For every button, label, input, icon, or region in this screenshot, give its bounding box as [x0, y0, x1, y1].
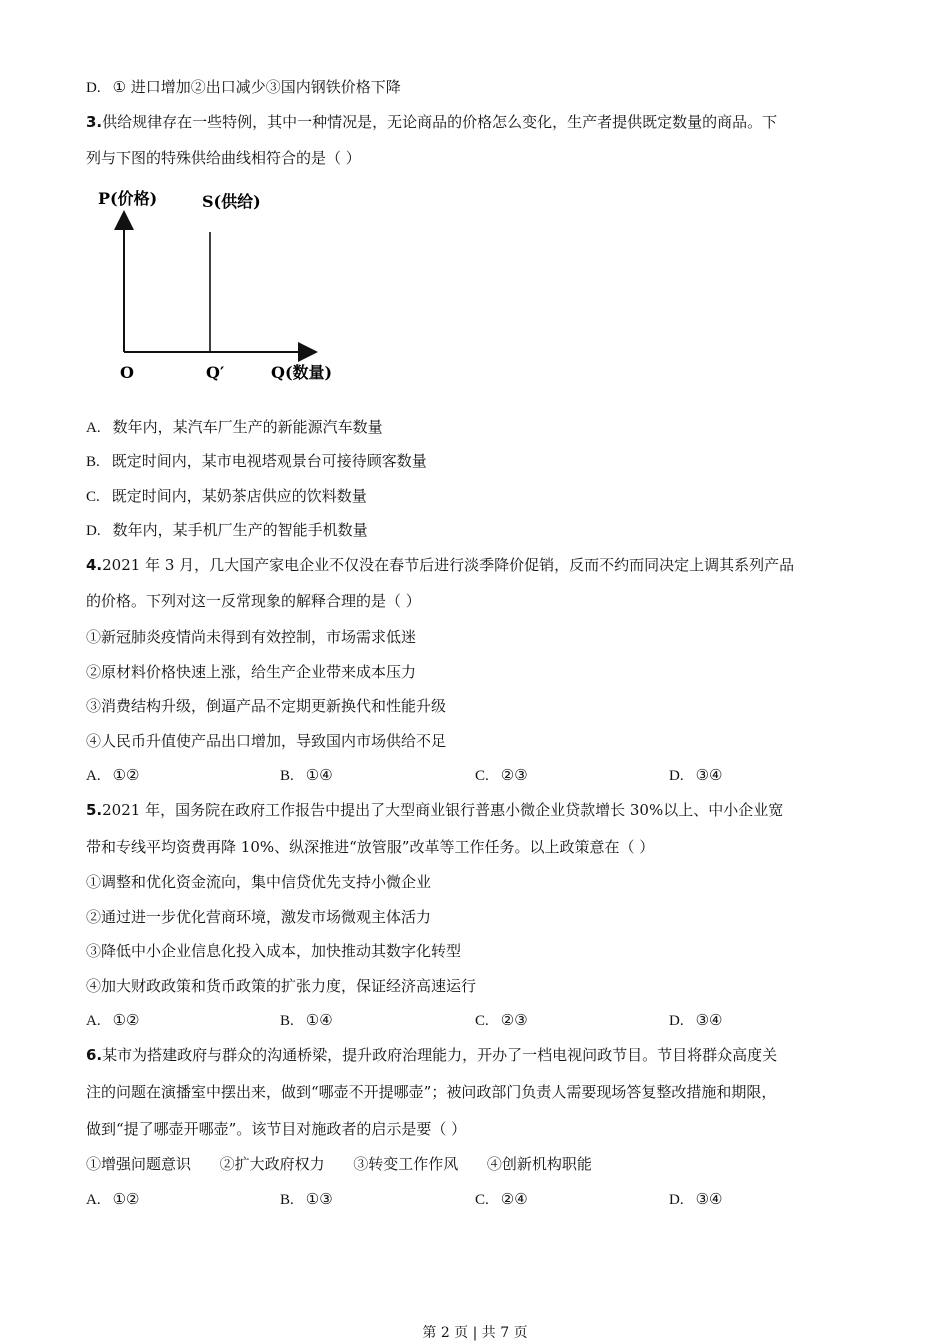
- choice-letter: C.: [475, 1013, 489, 1029]
- option-text: 既定时间内，某奶茶店供应的饮料数量: [111, 487, 367, 505]
- choice-c: [475, 1010, 528, 1031]
- q5-item-3: ③降低中小企业信息化投入成本，加快推动其数字化转型: [86, 942, 462, 960]
- x-axis-label: Q(数量): [271, 363, 333, 382]
- choice-d: [669, 1010, 723, 1031]
- option-letter: C.: [86, 489, 100, 505]
- q4-item-1: ①新冠肺炎疫情尚未得到有效控制，市场需求低迷: [86, 628, 417, 646]
- q3-option-d: [86, 520, 368, 541]
- supply-curve-graph: [86, 180, 356, 390]
- q5-choices: [86, 1010, 846, 1030]
- choice-letter: A.: [86, 1192, 101, 1208]
- choice-a: [86, 1010, 140, 1031]
- choice-text: ③④: [695, 1011, 723, 1029]
- option-text: 数年内，某手机厂生产的智能手机数量: [112, 521, 368, 539]
- q5-item-4: ④加大财政政策和货币政策的扩张力度，保证经济高速运行: [86, 977, 477, 995]
- supply-curve-label: S(供给): [202, 192, 261, 211]
- origin-label: O: [120, 363, 134, 382]
- question-text: 某市为搭建政府与群众的沟通桥梁，提升政府治理能力，开办了一档电视问政节目。节目将群众高度关: [102, 1046, 778, 1064]
- q3-option-c: [86, 486, 367, 507]
- choice-text: ①②: [112, 1011, 140, 1029]
- option-letter: B.: [86, 454, 100, 470]
- choice-text: ①②: [112, 766, 140, 784]
- q4-item-4: ④人民币升值使产品出口增加，导致国内市场供给不足: [86, 732, 447, 750]
- q5-item-2: ②通过进一步优化营商环境，激发市场微观主体活力: [86, 908, 432, 926]
- option-text: 既定时间内，某市电视塔观景台可接待顾客数量: [111, 452, 427, 470]
- q-prime-label: Q′: [206, 363, 225, 382]
- option-text: ① 进口增加②出口减少③国内钢铁价格下降: [112, 78, 401, 96]
- choice-letter: B.: [280, 1192, 294, 1208]
- q4-item-2: ②原材料价格快速上涨，给生产企业带来成本压力: [86, 663, 417, 681]
- choice-text: ②③: [500, 766, 528, 784]
- q5-item-1: ①调整和优化资金流向，集中信贷优先支持小微企业: [86, 873, 432, 891]
- q2-option-d: [86, 77, 401, 98]
- q4-stem-line2: 的价格。下列对这一反常现象的解释合理的是（ ）: [86, 592, 421, 610]
- q3-stem-line1: [86, 112, 777, 132]
- q5-stem-line1: [86, 800, 783, 820]
- choice-letter: D.: [669, 1013, 684, 1029]
- question-text: 2021 年，国务院在政府工作报告中提出了大型商业银行普惠小微企业贷款增长 30%以上、中小企业宽: [102, 801, 784, 819]
- choice-c: [475, 1189, 528, 1210]
- q4-item-3: ③消费结构升级，倒逼产品不定期更新换代和性能升级: [86, 697, 447, 715]
- q6-stem-line1: [86, 1045, 777, 1065]
- choice-text: ③④: [695, 766, 723, 784]
- question-number: 5.: [86, 801, 103, 819]
- choice-d: [669, 765, 723, 786]
- choice-text: ①②: [112, 1190, 140, 1208]
- choice-b: [280, 1189, 333, 1210]
- q6-items: ①增强问题意识 ②扩大政府权力 ③转变工作作风 ④创新机构职能: [86, 1155, 592, 1173]
- choice-letter: B.: [280, 768, 294, 784]
- q3-stem-line2: 列与下图的特殊供给曲线相符合的是（ ）: [86, 149, 361, 167]
- q3-option-b: [86, 451, 427, 472]
- choice-text: ③④: [695, 1190, 723, 1208]
- choice-text: ①④: [305, 1011, 333, 1029]
- choice-text: ①④: [305, 766, 333, 784]
- choice-a: [86, 1189, 140, 1210]
- option-letter: D.: [86, 80, 101, 96]
- choice-text: ①③: [305, 1190, 333, 1208]
- q3-option-a: [86, 417, 383, 438]
- choice-b: [280, 1010, 333, 1031]
- q5-stem-line2: 带和专线平均资费再降 10%、纵深推进“放管服”改革等工作任务。以上政策意在（ ）: [86, 838, 655, 856]
- choice-letter: C.: [475, 768, 489, 784]
- option-letter: D.: [86, 523, 101, 539]
- question-text: 2021 年 3 月，几大国产家电企业不仅没在春节后进行淡季降价促销，反而不约而同决定上调其系列产品: [102, 556, 795, 574]
- question-text: 供给规律存在一些特例，其中一种情况是，无论商品的价格怎么变化，生产者提供既定数量的商品。下: [102, 113, 778, 131]
- question-number: 4.: [86, 556, 103, 574]
- q6-stem-line3: 做到“提了哪壶开哪壶”。该节目对施政者的启示是要（ ）: [86, 1120, 467, 1138]
- choice-a: [86, 765, 140, 786]
- choice-letter: B.: [280, 1013, 294, 1029]
- question-number: 3.: [86, 113, 103, 131]
- choice-letter: A.: [86, 768, 101, 784]
- choice-text: ②④: [500, 1190, 528, 1208]
- choice-text: ②③: [500, 1011, 528, 1029]
- choice-letter: D.: [669, 1192, 684, 1208]
- choice-c: [475, 765, 528, 786]
- q6-choices: [86, 1189, 846, 1209]
- choice-letter: D.: [669, 768, 684, 784]
- choice-b: [280, 765, 333, 786]
- page-footer: 第 2 页 | 共 7 页: [422, 1325, 528, 1341]
- option-text: 数年内，某汽车厂生产的新能源汽车数量: [112, 418, 383, 436]
- option-letter: A.: [86, 420, 101, 436]
- q6-stem-line2: 注的问题在演播室中摆出来，做到“哪壶不开提哪壶”；被问政部门负责人需要现场答复整改措施和期限，: [86, 1083, 777, 1101]
- choice-letter: A.: [86, 1013, 101, 1029]
- choice-d: [669, 1189, 723, 1210]
- y-axis-label: P(价格): [98, 189, 158, 208]
- q4-stem-line1: [86, 555, 794, 575]
- question-number: 6.: [86, 1046, 103, 1064]
- choice-letter: C.: [475, 1192, 489, 1208]
- q4-choices: [86, 765, 846, 785]
